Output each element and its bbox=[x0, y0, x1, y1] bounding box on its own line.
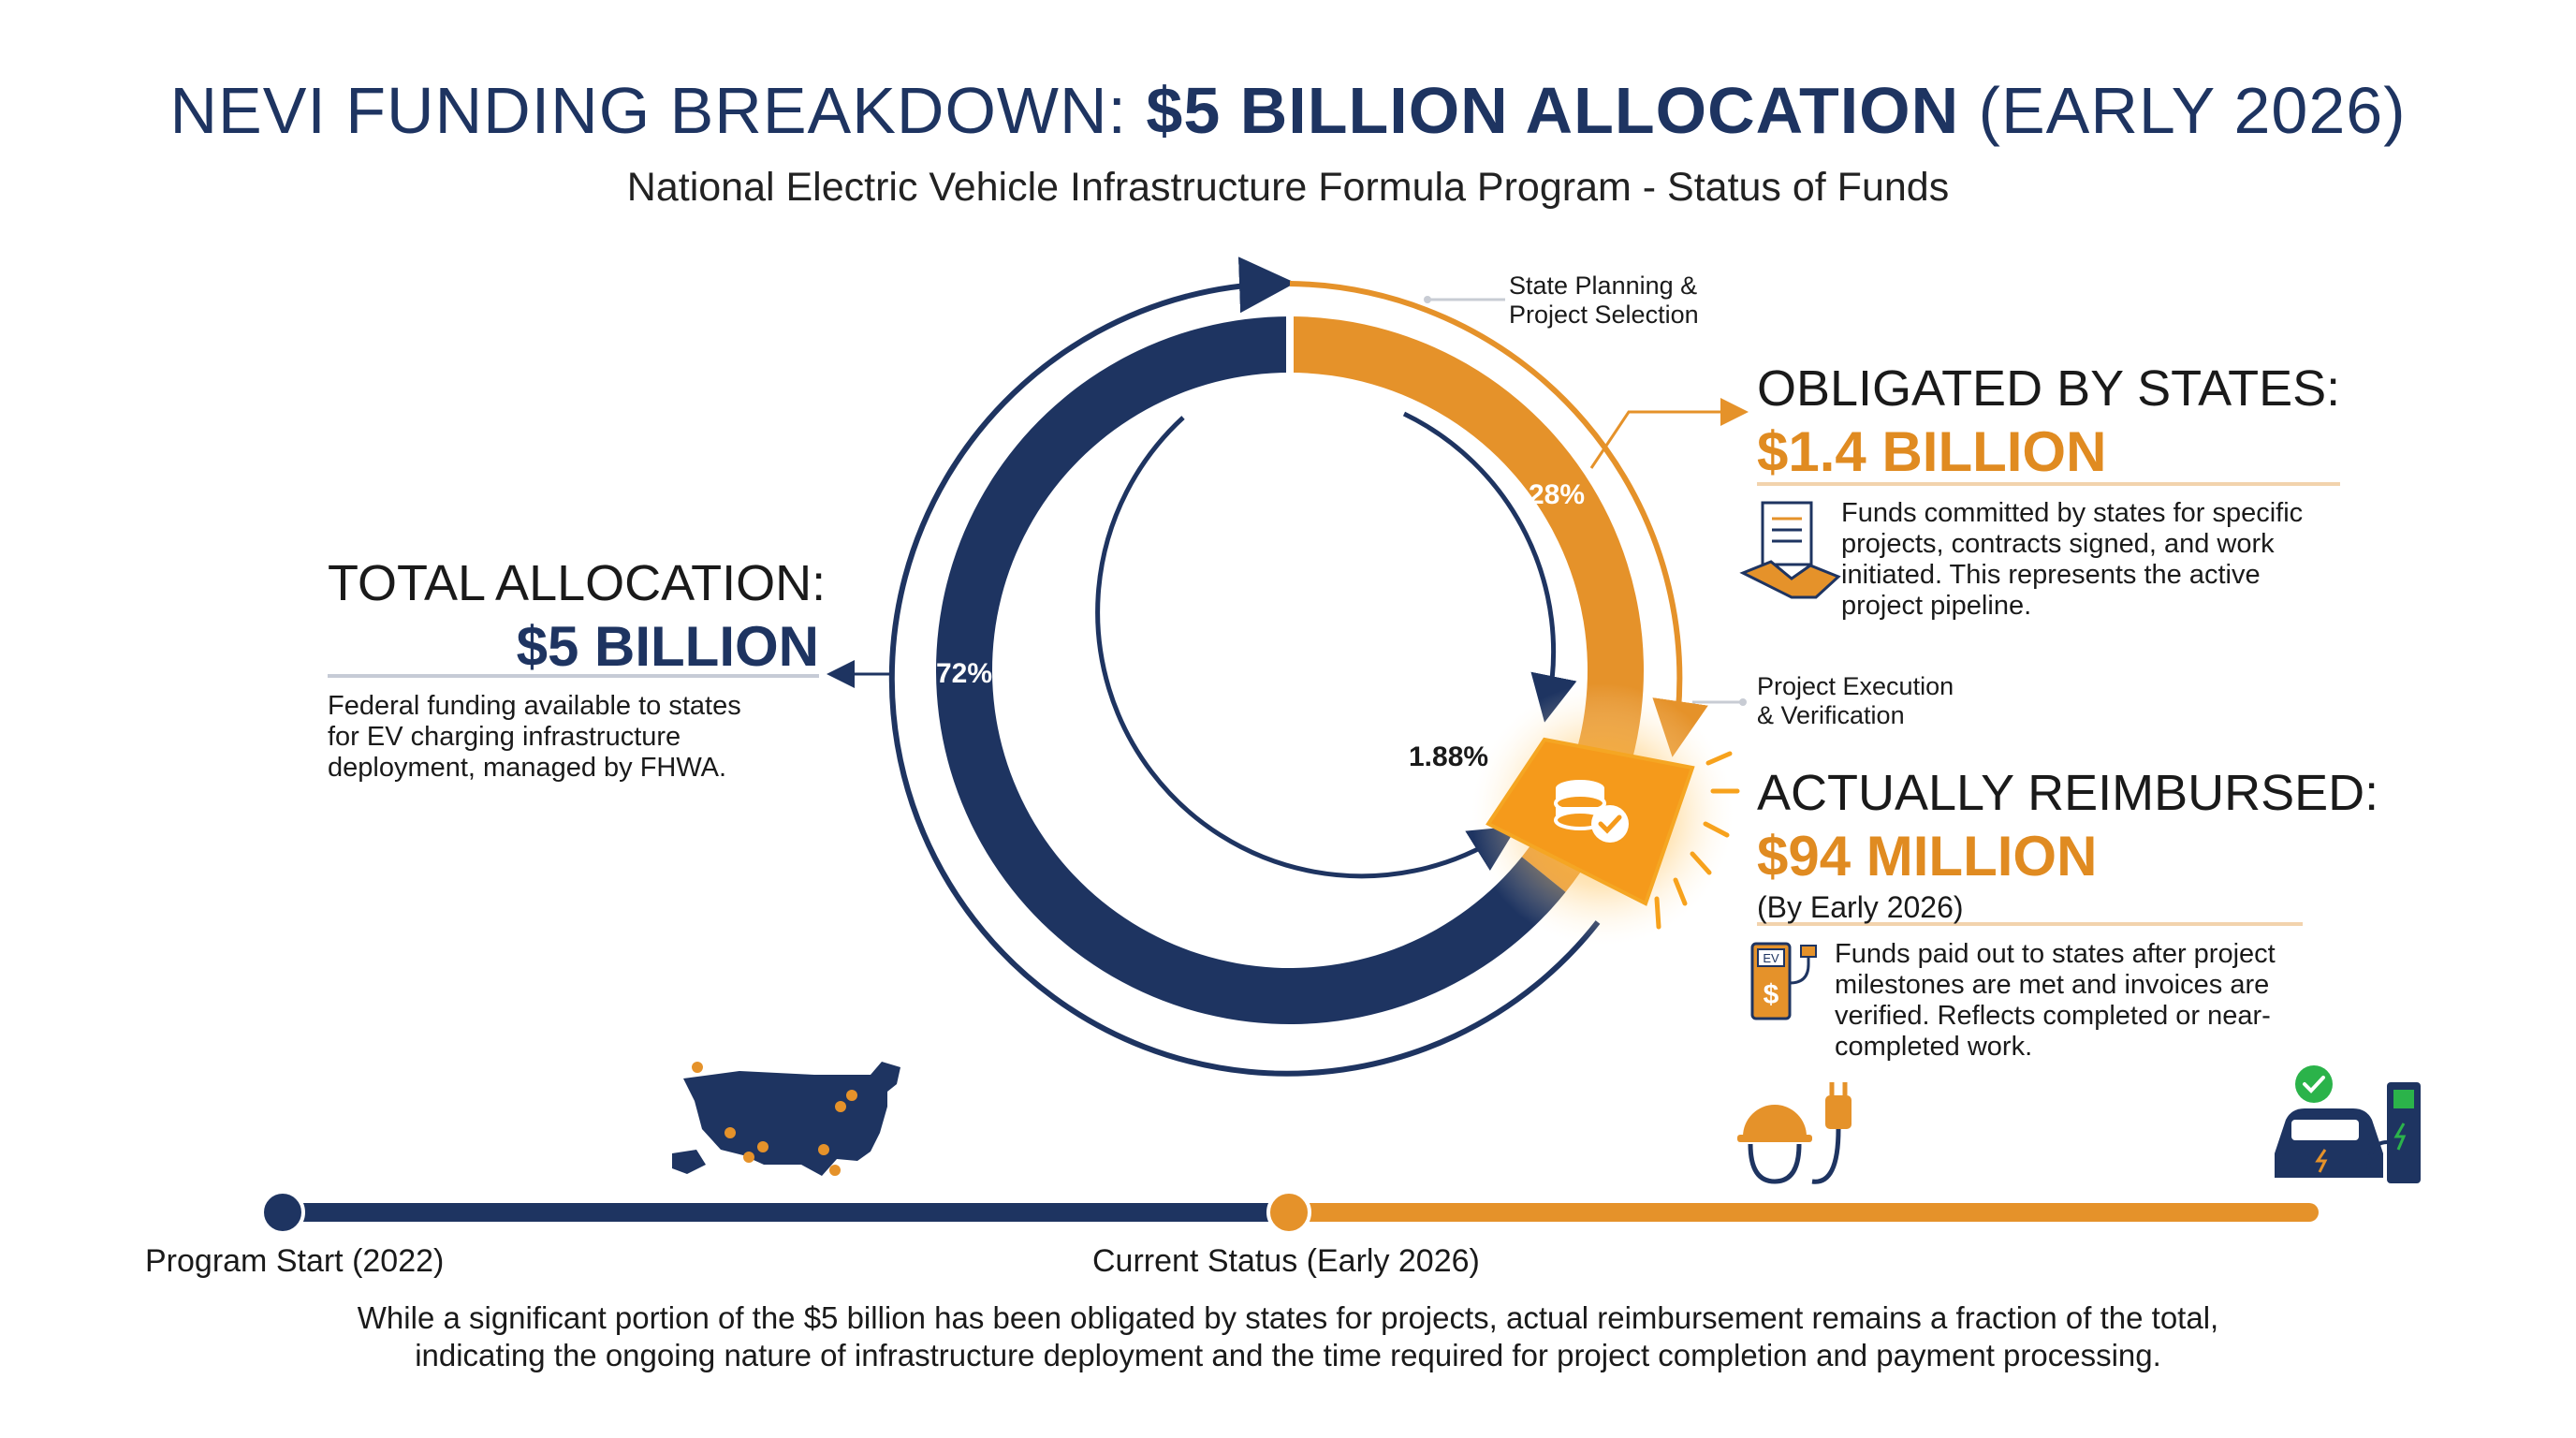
planning-label-line-1: State Planning & bbox=[1509, 271, 1698, 300]
contract-handshake-icon bbox=[1743, 503, 1838, 597]
reimbursed-note: (By Early 2026) bbox=[1757, 890, 1964, 924]
slice-label-navy: 72% bbox=[936, 658, 993, 689]
total-desc-line: Federal funding available to states bbox=[328, 691, 741, 721]
timeline-start-marker bbox=[262, 1192, 303, 1233]
total-heading: TOTAL ALLOCATION: bbox=[328, 555, 827, 611]
page-subtitle: National Electric Vehicle Infrastructure Formula Program - Status of Funds bbox=[626, 165, 1950, 210]
footer-line: While a significant portion of the $5 billion has been obligated by states for projects, actual reimbursement remains a fraction of the total, bbox=[357, 1300, 2219, 1335]
obligated-desc-line: project pipeline. bbox=[1841, 591, 2032, 621]
obligated-desc-line: initiated. This represents the active bbox=[1841, 560, 2261, 590]
title-part-2: $5 BILLION ALLOCATION bbox=[1146, 74, 1960, 147]
title-part-1: NEVI FUNDING BREAKDOWN: bbox=[169, 74, 1147, 147]
reimbursed-amount: $94 MILLION bbox=[1757, 825, 2098, 888]
footer-note bbox=[0, 1299, 2576, 1374]
inner-arrow-bottom bbox=[1098, 418, 1501, 876]
reimbursed-desc-line: milestones are met and invoices are bbox=[1835, 970, 2270, 1000]
obligated-desc-line: Funds committed by states for specific bbox=[1841, 498, 2304, 528]
obligated-callout bbox=[1757, 360, 2340, 484]
slice-label-reimbursed: 1.88% bbox=[1409, 741, 1489, 772]
timeline-start-label: Program Start (2022) bbox=[145, 1243, 445, 1279]
planning-label-line-2: Project Selection bbox=[1509, 301, 1699, 329]
slice-label-orange: 28% bbox=[1529, 479, 1586, 510]
timeline-current-label: Current Status (Early 2026) bbox=[1092, 1243, 1480, 1279]
execution-stage-label bbox=[1757, 672, 1954, 730]
reimbursed-highlight bbox=[1471, 683, 1737, 946]
svg-text:$: $ bbox=[1763, 979, 1779, 1010]
total-desc-line: deployment, managed by FHWA. bbox=[328, 753, 727, 783]
ev-badge-text: EV bbox=[1763, 951, 1779, 965]
obligated-description bbox=[1841, 498, 2365, 622]
reimbursed-description bbox=[1835, 939, 2359, 1063]
total-allocation-callout bbox=[328, 554, 827, 679]
hardhat-plug-icon bbox=[1737, 1082, 1852, 1181]
timeline bbox=[262, 1192, 2309, 1233]
execution-label-line-1: Project Execution bbox=[1757, 672, 1954, 700]
obligated-heading: OBLIGATED BY STATES: bbox=[1757, 360, 2341, 417]
title-part-3: (EARLY 2026) bbox=[1959, 74, 2407, 147]
footer-line: indicating the ongoing nature of infrastructure deployment and the time required for project completion and payment processing. bbox=[415, 1338, 2161, 1372]
total-amount: $5 BILLION bbox=[516, 615, 819, 678]
reimbursed-callout bbox=[1757, 764, 2378, 925]
ev-car-charging-icon bbox=[2275, 1065, 2421, 1183]
us-map-icon bbox=[672, 1062, 900, 1176]
timeline-current-marker bbox=[1268, 1192, 1310, 1233]
total-desc-line: for EV charging infrastructure bbox=[328, 722, 681, 752]
execution-label-line-2: & Verification bbox=[1757, 701, 1905, 729]
obligated-amount: $1.4 BILLION bbox=[1757, 420, 2107, 483]
total-description bbox=[328, 691, 814, 784]
reimbursed-desc-line: Funds paid out to states after project bbox=[1835, 939, 2276, 969]
reimbursed-desc-line: completed work. bbox=[1835, 1032, 2033, 1062]
planning-stage-label bbox=[1509, 271, 1699, 330]
reimbursed-heading: ACTUALLY REIMBURSED: bbox=[1757, 765, 2379, 821]
obligated-desc-line: projects, contracts signed, and work bbox=[1841, 529, 2275, 559]
ev-charger-dollar-icon bbox=[1752, 944, 1816, 1019]
reimbursed-desc-line: verified. Reflects completed or near- bbox=[1835, 1001, 2271, 1031]
donut-gap bbox=[1286, 313, 1294, 376]
